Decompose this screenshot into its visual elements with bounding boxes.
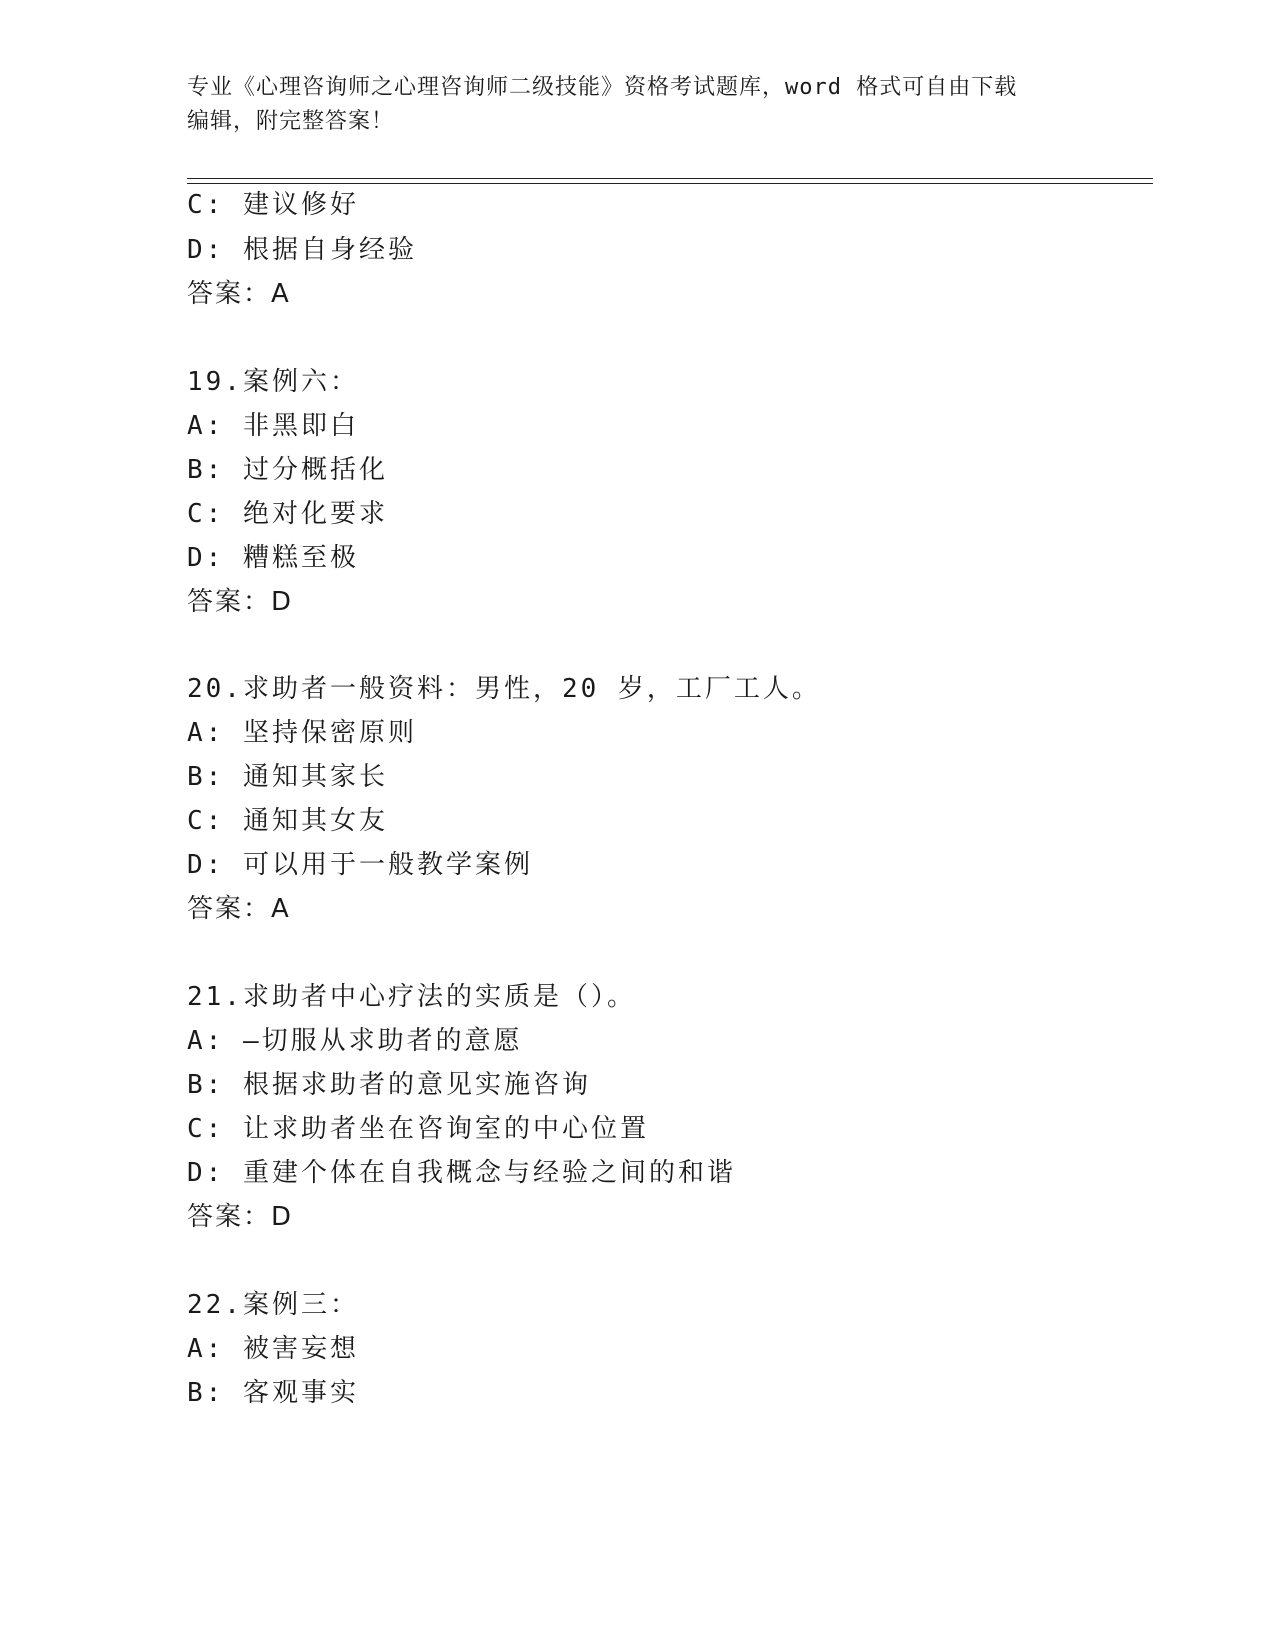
document-header-line-1: 专业《心理咨询师之心理咨询师二级技能》资格考试题库，word 格式可自由下载 [187,75,1018,100]
q19-option-c: C: 绝对化要求 [187,499,388,529]
q22-question: 22.案例三： [187,1290,359,1320]
q21-option-a: A: —切服从求助者的意愿 [187,1026,523,1056]
q20-question: 20.求助者一般资料：男性，20 岁，工厂工人。 [187,674,821,704]
q20-option-a: A: 坚持保密原则 [187,718,417,748]
q21-question: 21.求助者中心疗法的实质是（）。 [187,982,636,1012]
header-divider-top [187,178,1153,179]
header-divider-bottom [187,183,1153,184]
q19-answer: 答案：D [187,587,294,617]
q20-answer: 答案：A [187,894,291,924]
q21-option-d: D: 重建个体在自我概念与经验之间的和谐 [187,1158,736,1188]
q21-option-c: C: 让求助者坐在咨询室的中心位置 [187,1114,649,1144]
document-header-line-2: 编辑，附完整答案！ [187,109,395,134]
q20-option-c: C: 通知其女友 [187,806,388,836]
q19-option-b: B: 过分概括化 [187,455,388,485]
q20-option-b: B: 通知其家长 [187,762,388,792]
q19-option-a: A: 非黑即白 [187,411,359,441]
q22-option-a: A: 被害妄想 [187,1334,359,1364]
q22-option-b: B: 客观事实 [187,1378,359,1408]
q19-question: 19.案例六： [187,367,359,397]
q18-option-c: C: 建议修好 [187,190,359,220]
q20-option-d: D: 可以用于一般教学案例 [187,850,533,880]
q18-answer: 答案：A [187,279,291,309]
q21-answer: 答案：D [187,1202,294,1232]
q19-option-d: D: 糟糕至极 [187,543,359,573]
q18-option-d: D: 根据自身经验 [187,235,417,265]
q21-option-b: B: 根据求助者的意见实施咨询 [187,1070,591,1100]
